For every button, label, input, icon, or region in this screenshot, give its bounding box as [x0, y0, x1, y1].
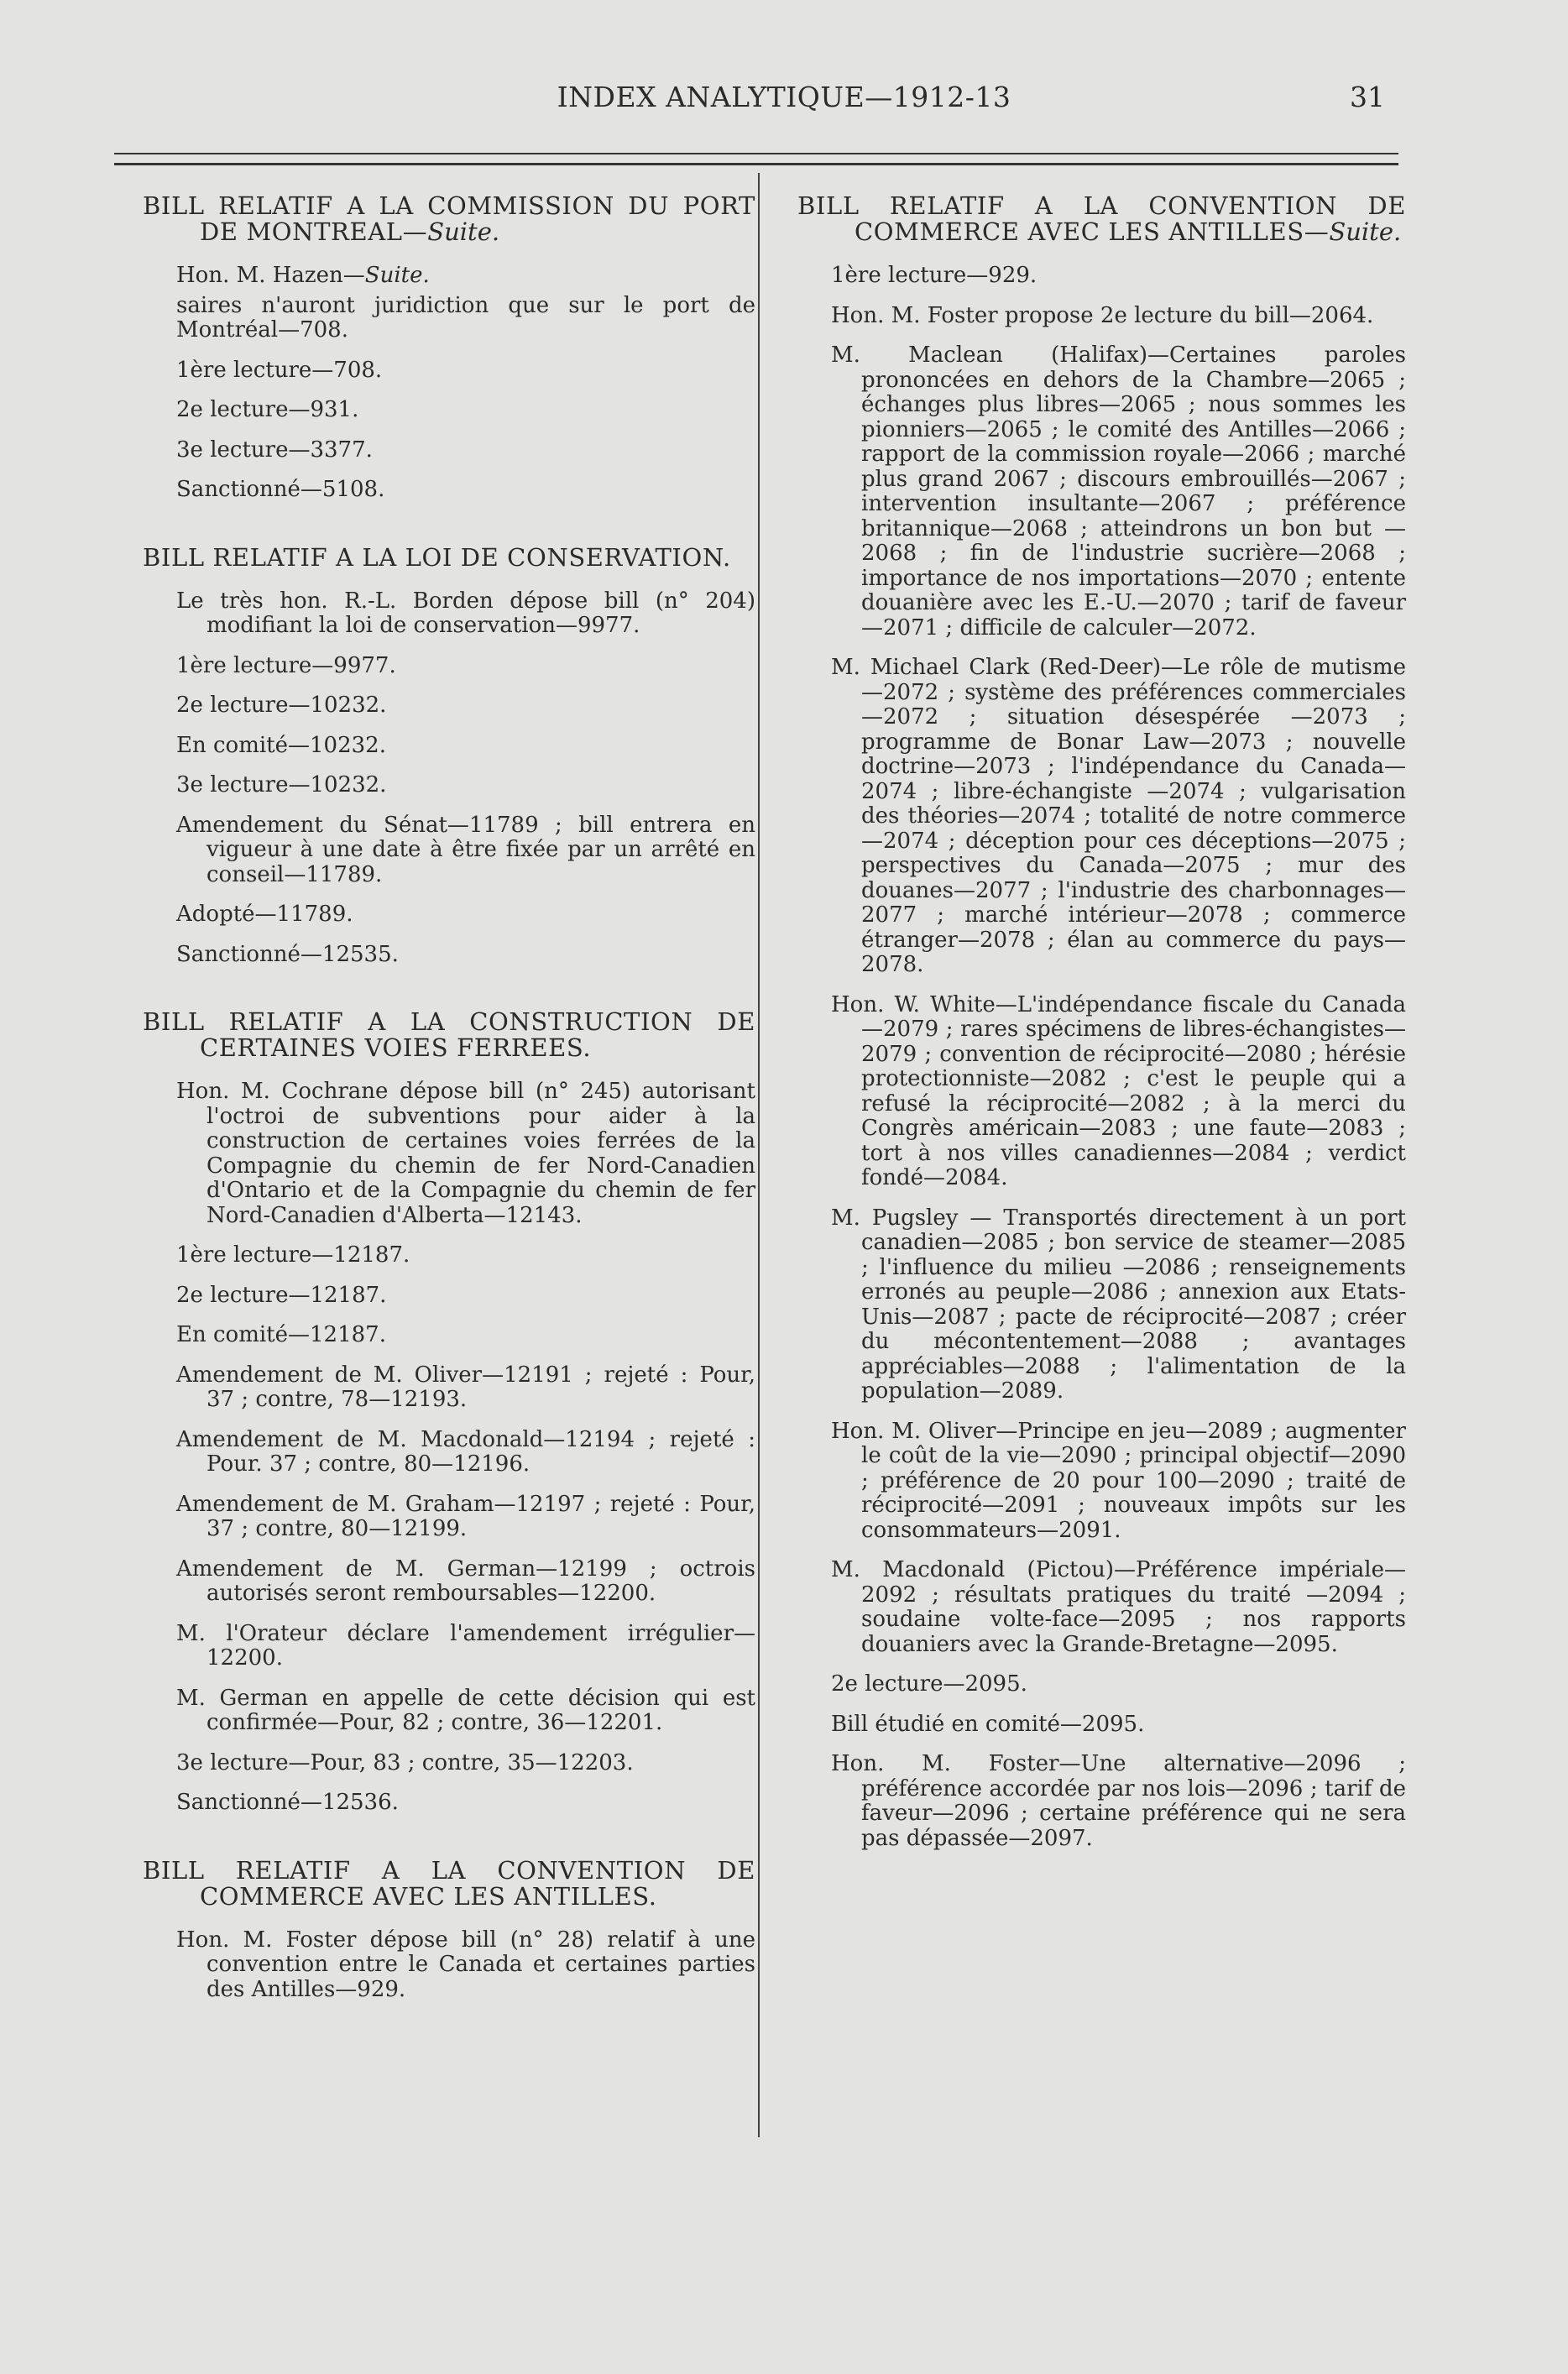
index-entry — [176, 264, 755, 289]
index-entry: En comité—10232. — [176, 732, 386, 758]
index-entry: 2e lecture—2095. — [831, 1671, 1027, 1697]
index-entry: 3e lecture—Pour, 83 ; contre, 35—12203. — [176, 1749, 634, 1775]
index-entry: Hon. M. Foster propose 2e lecture du bill—2064. — [831, 302, 1374, 328]
bill-heading — [797, 193, 1406, 245]
index-entry-continuation: saires n'auront juridiction que sur le port de Montréal—708. — [176, 292, 755, 343]
index-entry: Amendement de M. Oliver—12191 ; rejeté : Pour, 37 ; contre, 78—12193. — [176, 1362, 755, 1412]
index-entry: Sanctionné—5108. — [176, 477, 385, 502]
bill-heading: BILL RELATIF A LA LOI DE CONSERVATION. — [143, 542, 731, 572]
index-entry: Sanctionné—12535. — [176, 941, 399, 967]
index-entry: 2e lecture—931. — [176, 397, 359, 422]
index-entry: 3e lecture—3377. — [176, 437, 373, 463]
index-entry: Hon. W. White—L'indépendance fiscale du Canada—2079 ; rares spécimens de libres-échangistes—2079 ; convention de réciprocité—2080 ; hérésie protectionniste—2082 ; c'est le peuple qui a refusé la réciprocité—2082 ; à la merci du Congrès américain—2083 ; une faute—2083 ; tort à nos villes canadiennes—2084 ; verdict fondé—2084. — [831, 991, 1406, 1190]
header-rule-double — [114, 163, 1398, 165]
index-entry: Hon. M. Foster—Une alternative—2096 ; préférence accordée par nos lois—2096 ; tarif de faveur—2096 ; certaine préférence qui ne sera pas dépassée—2097. — [831, 1751, 1406, 1851]
index-entry: Adopté—11789. — [176, 902, 353, 927]
index-entry: M. German en appelle de cette décision qui est confirmée—Pour, 82 ; contre, 36—12201. — [176, 1685, 755, 1735]
index-entry: 2e lecture—10232. — [176, 693, 387, 718]
running-title: INDEX ANALYTIQUE—1912-13 — [557, 81, 1011, 113]
speaker-name: Hon. M. Hazen— — [176, 263, 365, 288]
section-gap — [143, 1831, 755, 1858]
index-entry: M. Macdonald (Pictou)—Préférence impériale—2092 ; résultats pratiques du traité —2094 ; soudaine volte-face—2095 ; nos rapports douaniers avec la Grande-Bretagne—2095. — [831, 1557, 1406, 1657]
index-entry: Hon. M. Cochrane dépose bill (n° 245) autorisant l'octroi de subventions pour aider à la construction de certaines voies ferrées de la Compagnie du chemin de fer Nord-Canadien d'Ontario et de la Compagnie du chemin de fer Nord-Canadien d'Alberta—12143. — [176, 1079, 755, 1228]
bill-heading: BILL RELATIF A LA CONVENTION DE COMMERCE AVEC LES ANTILLES. — [143, 1855, 755, 1911]
bill-heading-text: BILL RELATIF A LA CONVENTION DE COMMERCE AVEC LES ANTILLES— — [797, 191, 1406, 246]
index-entry: Amendement de M. Macdonald—12194 ; rejeté : Pour. 37 ; contre, 80—12196. — [176, 1426, 755, 1477]
index-entry: Le très hon. R.-L. Borden dépose bill (n° 204) modifiant la loi de conservation—9977. — [176, 588, 755, 638]
bill-heading — [143, 193, 755, 245]
index-entry: M. Maclean (Halifax)—Certaines paroles prononcées en dehors de la Chambre—2065 ; échanges plus libres—2065 ; nous sommes les pionniers—2065 ; le comité des Antilles—2066 ; rapport de la commission royale—2066 ; marché plus grand 2067 ; discours embrouillés—2067 ; intervention insultante—2067 ; préférence britannique—2068 ; atteindrons un bon but —2068 ; fin de l'industrie sucrière—2068 ; importance de nos importations—2070 ; entente douanière avec les E.-U.—2070 ; tarif de faveur—2071 ; difficile de calculer—2072. — [831, 343, 1406, 641]
bill-heading: BILL RELATIF A LA CONSTRUCTION DE CERTAINES VOIES FERREES. — [143, 1007, 755, 1062]
index-entry: Hon. M. Oliver—Principe en jeu—2089 ; augmenter le coût de la vie—2090 ; principal objectif—2090 ; préférence de 20 pour 100—2090 ; traité de réciprocité—2091 ; nouveaux impôts sur les consommateurs—2091. — [831, 1418, 1406, 1543]
section-gap — [143, 518, 755, 545]
index-entry: Sanctionné—12536. — [176, 1790, 399, 1815]
index-entry: Amendement de M. German—12199 ; octrois autorisés seront remboursables—12200. — [176, 1556, 755, 1606]
left-column — [143, 193, 755, 2017]
index-entry: 2e lecture—12187. — [176, 1282, 387, 1308]
index-entry: 1ère lecture—929. — [831, 263, 1037, 288]
right-column — [797, 193, 1406, 1866]
continued-label: Suite. — [427, 217, 500, 246]
section-gap — [143, 982, 755, 1009]
index-entry: Hon. M. Foster dépose bill (n° 28) relatif à une convention entre le Canada et certaines parties des Antilles—929. — [176, 1927, 755, 2002]
index-entry: 1ère lecture—708. — [176, 357, 383, 383]
index-entry: 3e lecture—10232. — [176, 772, 387, 797]
continued-label: Suite. — [364, 263, 430, 288]
index-entry: Bill étudié en comité—2095. — [831, 1711, 1145, 1737]
index-entry: En comité—12187. — [176, 1322, 386, 1347]
bill-heading-text: BILL RELATIF A LA COMMISSION DU PORT DE MONTREAL— — [143, 191, 755, 246]
index-entry: 1ère lecture—12187. — [176, 1242, 410, 1268]
index-entry: M. l'Orateur déclare l'amendement irrégulier—12200. — [176, 1620, 755, 1671]
index-entry: Amendement du Sénat—11789 ; bill entrera en vigueur à une date à être fixée par un arrêté en conseil—11789. — [176, 812, 755, 887]
index-entry: Amendement de M. Graham—12197 ; rejeté : Pour, 37 ; contre, 80—12199. — [176, 1491, 755, 1541]
page-number: 31 — [1350, 81, 1385, 113]
index-entry: M. Pugsley — Transportés directement à un port canadien—2085 ; bon service de steamer—2085 ; l'influence du milieu —2086 ; renseignements erronés au peuple—2086 ; annexion aux Etats-Unis—2087 ; pacte de réciprocité—2087 ; créer du mécontentement—2088 ; avantages appréciables—2088 ; l'alimentation de la population—2089. — [831, 1205, 1406, 1404]
continued-label: Suite. — [1329, 217, 1402, 246]
column-divider — [758, 173, 760, 2137]
index-entry: M. Michael Clark (Red-Deer)—Le rôle de mutisme—2072 ; système des préférences commerciales—2072 ; situation désespérée —2073 ; programme de Bonar Law—2073 ; nouvelle doctrine—2073 ; l'indépendance du Canada—2074 ; libre-échangiste —2074 ; vulgarisation des théories—2074 ; totalité de notre commerce—2074 ; déception pour ces déceptions—2075 ; perspectives du Canada—2075 ; mur des douanes—2077 ; l'industrie des charbonnages—2077 ; marché intérieur—2078 ; commerce étranger—2078 ; élan au commerce du pays—2078. — [831, 655, 1406, 977]
index-entry: 1ère lecture—9977. — [176, 652, 396, 678]
header-rule — [114, 153, 1398, 154]
